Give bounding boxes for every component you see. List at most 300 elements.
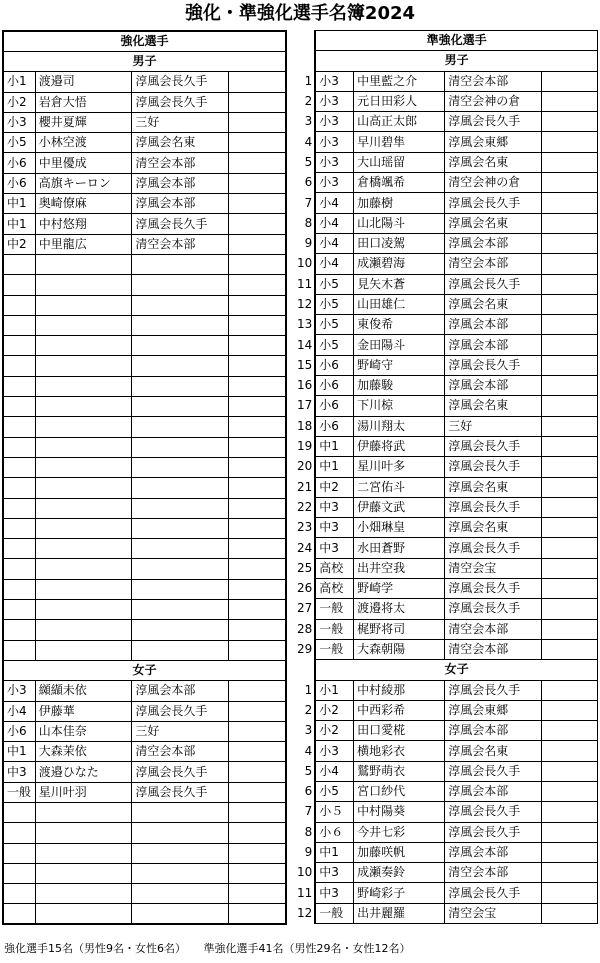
- grade-cell: 小2: [3, 92, 35, 112]
- note-cell: [542, 680, 598, 700]
- note-cell: [542, 558, 598, 578]
- club-cell: 清空会宝: [445, 903, 542, 923]
- club-cell: 淳風会本部: [445, 842, 542, 862]
- table-row: [295, 396, 598, 416]
- name-cell: 野崎守: [354, 355, 445, 375]
- spacer-cell: [295, 660, 315, 680]
- name-cell: [35, 356, 132, 376]
- club-cell: 淳風会長久手: [445, 761, 542, 781]
- note-cell: [542, 802, 598, 822]
- note-cell: [229, 417, 286, 437]
- club-cell: [132, 437, 229, 457]
- table-row: [295, 680, 598, 700]
- name-cell: [35, 376, 132, 396]
- club-cell: 淳風会本部: [445, 315, 542, 335]
- table-row: [295, 457, 598, 477]
- club-cell: 淳風会長久手: [132, 782, 229, 802]
- table-row: [295, 233, 598, 253]
- table-row: [295, 781, 598, 801]
- table-row: [3, 194, 286, 214]
- grade-cell: 中3: [315, 883, 353, 903]
- table-row: [3, 701, 286, 721]
- note-cell: [229, 721, 286, 741]
- row-number: 25: [296, 560, 313, 575]
- name-cell: 山田雄仁: [354, 294, 445, 314]
- table-row: [3, 782, 286, 802]
- grade-cell: 小5: [315, 274, 353, 294]
- name-cell: 元日田彩人: [354, 91, 445, 111]
- name-cell: 野崎彩子: [354, 883, 445, 903]
- name-cell: 倉橋颯希: [354, 173, 445, 193]
- note-cell: [542, 741, 598, 761]
- club-cell: 淳風会長久手: [445, 802, 542, 822]
- enhanced-header: 強化選手: [3, 31, 286, 52]
- name-cell: 中村陽葵: [354, 802, 445, 822]
- club-cell: 淳風会長久手: [445, 112, 542, 132]
- table-row: [3, 214, 286, 234]
- table-row: [3, 620, 286, 640]
- grade-cell: 中3: [315, 538, 353, 558]
- name-cell: [35, 518, 132, 538]
- name-cell: 星川叶羽: [35, 782, 132, 802]
- row-number: 16: [296, 378, 313, 393]
- note-cell: [229, 315, 286, 335]
- grade-cell: 中2: [315, 477, 353, 497]
- table-row: [295, 254, 598, 274]
- note-cell: [229, 782, 286, 802]
- name-cell: [35, 823, 132, 843]
- note-cell: [542, 355, 598, 375]
- name-cell: 東俊希: [354, 315, 445, 335]
- note-cell: [229, 863, 286, 883]
- name-cell: [35, 863, 132, 883]
- grade-cell: [3, 518, 35, 538]
- grade-cell: [3, 457, 35, 477]
- club-cell: 淳風会名東: [445, 518, 542, 538]
- club-cell: [132, 823, 229, 843]
- club-cell: [132, 600, 229, 620]
- note-cell: [229, 397, 286, 417]
- grade-cell: [3, 315, 35, 335]
- name-cell: 中村悠翔: [35, 214, 132, 234]
- club-cell: [132, 620, 229, 640]
- name-cell: 山北陽斗: [354, 213, 445, 233]
- name-cell: 小畑琳皇: [354, 518, 445, 538]
- grade-cell: [3, 904, 35, 924]
- grade-cell: 中1: [3, 742, 35, 762]
- note-cell: [542, 457, 598, 477]
- grade-cell: [3, 600, 35, 620]
- grade-cell: [3, 498, 35, 518]
- grade-cell: 小6: [315, 355, 353, 375]
- club-cell: [132, 539, 229, 559]
- grade-cell: 高校: [315, 579, 353, 599]
- club-cell: 清空会本部: [445, 639, 542, 659]
- club-cell: [132, 802, 229, 822]
- semi-enhanced-roster-table: [295, 30, 598, 924]
- grade-cell: [3, 843, 35, 863]
- note-cell: [542, 335, 598, 355]
- note-cell: [229, 194, 286, 214]
- row-number: 27: [296, 601, 313, 616]
- club-cell: 淳風会長久手: [132, 762, 229, 782]
- grade-cell: 中1: [315, 457, 353, 477]
- row-number: 15: [296, 357, 313, 372]
- table-row: [3, 518, 286, 538]
- grade-cell: 中3: [315, 518, 353, 538]
- grade-cell: 一般: [315, 599, 353, 619]
- table-row: [295, 802, 598, 822]
- table-row: [3, 173, 286, 193]
- table-row: [3, 539, 286, 559]
- club-cell: [132, 254, 229, 274]
- note-cell: [542, 842, 598, 862]
- note-cell: [542, 639, 598, 659]
- grade-cell: 中1: [3, 194, 35, 214]
- row-number: 2: [304, 702, 313, 717]
- row-number: 12: [296, 297, 313, 311]
- name-cell: 纐纈未依: [35, 681, 132, 701]
- table-row: [295, 477, 598, 497]
- note-cell: [229, 437, 286, 457]
- row-number: 5: [304, 763, 313, 778]
- note-cell: [229, 214, 286, 234]
- club-cell: 淳風会長久手: [445, 497, 542, 517]
- name-cell: 星川叶多: [354, 457, 445, 477]
- club-cell: [132, 478, 229, 498]
- row-number: 3: [304, 723, 313, 738]
- grade-cell: 小6: [3, 173, 35, 193]
- note-cell: [229, 376, 286, 396]
- club-cell: 淳風会名東: [445, 477, 542, 497]
- row-number: 11: [296, 276, 313, 291]
- gender-header-row: [3, 660, 286, 680]
- semi-header: 準強化選手: [315, 31, 597, 51]
- name-cell: [35, 254, 132, 274]
- boys-label: 男子: [3, 52, 286, 72]
- club-cell: 清空会本部: [132, 153, 229, 173]
- grade-cell: 中3: [3, 762, 35, 782]
- note-cell: [542, 518, 598, 538]
- grade-cell: 小2: [315, 700, 353, 720]
- row-number: 10: [296, 256, 313, 271]
- grade-cell: 高校: [315, 558, 353, 578]
- name-cell: 渡邉司: [35, 72, 132, 92]
- note-cell: [542, 883, 598, 903]
- row-number: 10: [296, 865, 313, 880]
- row-number: 6: [304, 175, 313, 190]
- name-cell: 中里龍広: [35, 234, 132, 254]
- girls-label: 女子: [3, 660, 286, 680]
- grade-cell: [3, 376, 35, 396]
- name-cell: [35, 295, 132, 315]
- club-cell: 淳風会長久手: [445, 680, 542, 700]
- table-row: [3, 823, 286, 843]
- grade-cell: 小3: [3, 681, 35, 701]
- club-cell: 淳風会名東: [445, 152, 542, 172]
- table-row: [295, 558, 598, 578]
- table-row: [3, 559, 286, 579]
- name-cell: 大山瑶留: [354, 152, 445, 172]
- club-cell: 淳風会東郷: [445, 132, 542, 152]
- club-cell: 淳風会長久手: [445, 355, 542, 375]
- club-cell: 淳風会本部: [132, 194, 229, 214]
- table-row: [295, 335, 598, 355]
- club-cell: [132, 843, 229, 863]
- enhanced-count: 強化選手15名（男性9名・女性6名）: [4, 942, 186, 955]
- grade-cell: 中2: [3, 234, 35, 254]
- grade-cell: 小3: [3, 112, 35, 132]
- name-cell: [35, 457, 132, 477]
- row-number: 17: [296, 398, 313, 413]
- grade-cell: 小4: [3, 701, 35, 721]
- row-number: 5: [304, 154, 313, 169]
- name-cell: 山高正太郎: [354, 112, 445, 132]
- name-cell: [35, 884, 132, 904]
- row-number: 7: [304, 804, 313, 819]
- grade-cell: [3, 640, 35, 660]
- name-cell: 伊藤将武: [354, 436, 445, 456]
- club-cell: 淳風会本部: [445, 721, 542, 741]
- note-cell: [542, 274, 598, 294]
- note-cell: [542, 619, 598, 639]
- table-row: [3, 437, 286, 457]
- note-cell: [542, 91, 598, 111]
- name-cell: 大森茉依: [35, 742, 132, 762]
- club-cell: [132, 417, 229, 437]
- grade-cell: [3, 884, 35, 904]
- row-number: 26: [296, 581, 313, 596]
- grade-cell: 一般: [3, 782, 35, 802]
- grade-cell: 小3: [315, 71, 353, 91]
- club-cell: 淳風会本部: [132, 681, 229, 701]
- note-cell: [229, 478, 286, 498]
- note-cell: [229, 701, 286, 721]
- table-row: [3, 478, 286, 498]
- club-cell: 清空会本部: [132, 234, 229, 254]
- note-cell: [542, 254, 598, 274]
- table-row: [295, 599, 598, 619]
- club-cell: 淳風会長久手: [445, 599, 542, 619]
- note-cell: [229, 153, 286, 173]
- row-number: 14: [296, 337, 313, 352]
- table-row: [3, 802, 286, 822]
- name-cell: 下川椋: [354, 396, 445, 416]
- club-cell: 淳風会長久手: [445, 883, 542, 903]
- table-row: [295, 579, 598, 599]
- club-cell: [132, 315, 229, 335]
- note-cell: [542, 477, 598, 497]
- name-cell: [35, 417, 132, 437]
- grade-cell: 小4: [315, 193, 353, 213]
- grade-cell: 小3: [315, 112, 353, 132]
- name-cell: 早川碧隼: [354, 132, 445, 152]
- grade-cell: [3, 336, 35, 356]
- table-row: [295, 639, 598, 659]
- row-number: 28: [296, 621, 313, 636]
- club-cell: 清空会本部: [445, 254, 542, 274]
- name-cell: 宮口紗代: [354, 781, 445, 801]
- name-cell: 金田陽斗: [354, 335, 445, 355]
- club-cell: 淳風会長久手: [445, 436, 542, 456]
- grade-cell: 中1: [315, 842, 353, 862]
- table-row: [3, 498, 286, 518]
- club-cell: 淳風会長久手: [445, 579, 542, 599]
- note-cell: [229, 295, 286, 315]
- table-row: [295, 132, 598, 152]
- name-cell: 高旗キーロン: [35, 173, 132, 193]
- grade-cell: [3, 478, 35, 498]
- note-cell: [229, 742, 286, 762]
- name-cell: 櫻井夏輝: [35, 112, 132, 132]
- table-row: [3, 579, 286, 599]
- table-row: [295, 193, 598, 213]
- name-cell: [35, 802, 132, 822]
- club-cell: [132, 559, 229, 579]
- club-cell: [132, 336, 229, 356]
- table-row: [3, 72, 286, 92]
- note-cell: [229, 457, 286, 477]
- grade-cell: 小6: [3, 721, 35, 741]
- grade-cell: 小3: [315, 173, 353, 193]
- note-cell: [229, 762, 286, 782]
- grade-cell: 一般: [315, 903, 353, 923]
- table-row: [295, 436, 598, 456]
- note-cell: [229, 843, 286, 863]
- row-number: 7: [304, 195, 313, 210]
- table-row: [295, 91, 598, 111]
- note-cell: [229, 336, 286, 356]
- club-cell: 淳風会名東: [445, 294, 542, 314]
- table-row: [3, 681, 286, 701]
- name-cell: 水田蒼野: [354, 538, 445, 558]
- gender-header-row: [295, 660, 598, 680]
- boys-label: 男子: [315, 51, 597, 71]
- name-cell: 中里藍之介: [354, 71, 445, 91]
- table-row: [3, 457, 286, 477]
- grade-cell: 小4: [315, 254, 353, 274]
- name-cell: 大森朝陽: [354, 639, 445, 659]
- club-cell: 淳風会長久手: [132, 701, 229, 721]
- grade-cell: [3, 863, 35, 883]
- note-cell: [542, 132, 598, 152]
- table-row: [3, 295, 286, 315]
- section-header-row: [295, 31, 598, 51]
- table-row: [295, 376, 598, 396]
- note-cell: [542, 112, 598, 132]
- club-cell: 淳風会長久手: [132, 92, 229, 112]
- note-cell: [229, 133, 286, 153]
- grade-cell: 小5: [315, 781, 353, 801]
- table-row: [295, 152, 598, 172]
- row-number: 11: [296, 885, 313, 900]
- gender-header-row: [295, 51, 598, 71]
- table-row: [3, 133, 286, 153]
- grade-cell: [3, 295, 35, 315]
- name-cell: 見矢木蒼: [354, 274, 445, 294]
- note-cell: [229, 173, 286, 193]
- name-cell: 横地彩衣: [354, 741, 445, 761]
- name-cell: 出井麗羅: [354, 903, 445, 923]
- note-cell: [542, 436, 598, 456]
- grade-cell: 中3: [315, 863, 353, 883]
- row-number: 1: [304, 73, 313, 88]
- table-row: [3, 397, 286, 417]
- grade-cell: 小5: [3, 133, 35, 153]
- note-cell: [542, 315, 598, 335]
- table-row: [3, 356, 286, 376]
- club-cell: [132, 498, 229, 518]
- name-cell: 鷲野萌衣: [354, 761, 445, 781]
- table-row: [3, 742, 286, 762]
- note-cell: [229, 600, 286, 620]
- club-cell: 淳風会名東: [445, 396, 542, 416]
- name-cell: 二宮佑斗: [354, 477, 445, 497]
- note-cell: [229, 640, 286, 660]
- name-cell: 加藤咲帆: [354, 842, 445, 862]
- club-cell: [132, 640, 229, 660]
- club-cell: 三好: [445, 416, 542, 436]
- girls-label: 女子: [315, 660, 597, 680]
- table-row: [295, 903, 598, 923]
- club-cell: 淳風会名東: [445, 741, 542, 761]
- grade-cell: 小3: [315, 741, 353, 761]
- table-row: [3, 762, 286, 782]
- note-cell: [542, 700, 598, 720]
- table-row: [3, 640, 286, 660]
- name-cell: 田口愛椛: [354, 721, 445, 741]
- note-cell: [542, 396, 598, 416]
- grade-cell: 小6: [315, 396, 353, 416]
- club-cell: [132, 884, 229, 904]
- grade-cell: 中1: [3, 214, 35, 234]
- club-cell: 淳風会本部: [445, 335, 542, 355]
- note-cell: [542, 416, 598, 436]
- table-row: [3, 721, 286, 741]
- note-cell: [229, 254, 286, 274]
- table-row: [295, 518, 598, 538]
- club-cell: [132, 904, 229, 924]
- grade-cell: 小3: [315, 152, 353, 172]
- note-cell: [542, 781, 598, 801]
- name-cell: [35, 640, 132, 660]
- grade-cell: [3, 539, 35, 559]
- grade-cell: 小6: [315, 416, 353, 436]
- name-cell: [35, 397, 132, 417]
- grade-cell: 小5: [315, 315, 353, 335]
- note-cell: [542, 538, 598, 558]
- club-cell: 淳風会本部: [445, 781, 542, 801]
- table-row: [295, 700, 598, 720]
- section-header-row: [3, 31, 286, 52]
- club-cell: 淳風会本部: [132, 173, 229, 193]
- table-row: [295, 497, 598, 517]
- table-row: [3, 904, 286, 924]
- name-cell: 野崎学: [354, 579, 445, 599]
- club-cell: 三好: [132, 112, 229, 132]
- note-cell: [542, 193, 598, 213]
- grade-cell: 小５: [315, 802, 353, 822]
- name-cell: 中村綾那: [354, 680, 445, 700]
- row-number: 8: [304, 215, 313, 230]
- table-row: [295, 112, 598, 132]
- name-cell: [35, 539, 132, 559]
- name-cell: 中里優成: [35, 153, 132, 173]
- name-cell: [35, 904, 132, 924]
- grade-cell: [3, 397, 35, 417]
- grade-cell: 小1: [3, 72, 35, 92]
- club-cell: 淳風会名東: [445, 213, 542, 233]
